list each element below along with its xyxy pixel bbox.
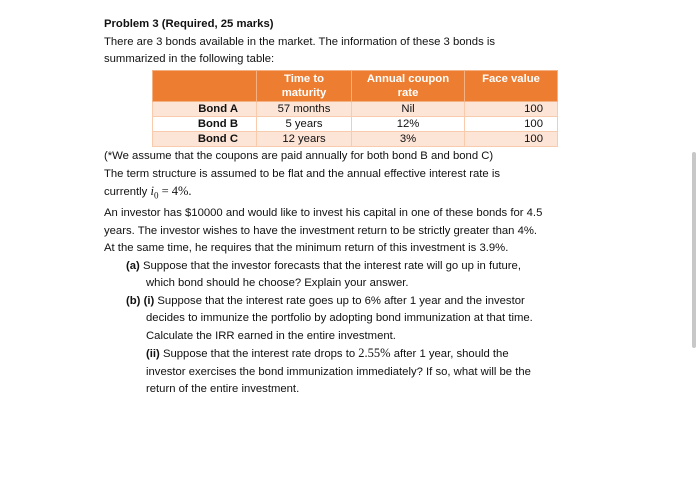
- row-coupon: 3%: [352, 132, 465, 147]
- row-coupon: 12%: [352, 116, 465, 131]
- question-a-line-1: [104, 258, 604, 276]
- question-b-i-line-3: Calculate the IRR earned in the entire investment.: [146, 329, 396, 342]
- question-b-ii-line-1: [104, 345, 604, 364]
- term-structure-line-2: [104, 183, 604, 205]
- investor-line-3: At the same time, he requires that the minimum return of this investment is 3.9%.: [104, 242, 509, 255]
- intro-line-2: summarized in the following table:: [104, 53, 275, 65]
- table-row: [153, 132, 558, 147]
- interest-subscript: 0: [153, 190, 159, 201]
- table-row: [153, 116, 558, 131]
- question-b-ii-text-a: Suppose that the interest rate drops to: [159, 348, 359, 361]
- row-face-value: 100: [465, 101, 558, 116]
- row-bond-name: Bond A: [153, 101, 257, 116]
- row-face-value: 100: [465, 116, 558, 131]
- header-annual-coupon-rate: [352, 70, 465, 101]
- investor-line-1: An investor has $10000 and would like to invest his capital in one of these bonds for 4.5: [104, 207, 543, 220]
- interest-symbol: i: [150, 184, 154, 199]
- row-face-value: 100: [465, 132, 558, 147]
- bond-table: [152, 70, 558, 148]
- header-time-line-2: maturity: [281, 87, 327, 99]
- header-time-to-maturity: [257, 70, 352, 101]
- header-coupon-line-2: rate: [397, 87, 419, 99]
- question-b-i-line-2: decides to immunize the portfolio by adopting bond immunization at that time.: [146, 312, 533, 325]
- question-b-ii-tag: (ii): [146, 348, 160, 361]
- table-row: [153, 101, 558, 116]
- problem-document: [104, 16, 604, 399]
- question-a-line-2: which bond should he choose? Explain your answer.: [146, 277, 409, 290]
- term-structure-line-1: The term structure is assumed to be flat and the annual effective interest rate is: [104, 167, 501, 180]
- term-prefix: currently: [104, 186, 151, 199]
- question-b-ii-line-2: investor exercises the bond immunization immediately? If so, what will be the: [146, 365, 531, 378]
- question-b-i-text: Suppose that the interest rate goes up to 6% after 1 year and the investor: [154, 294, 525, 307]
- row-bond-name: Bond C: [153, 132, 257, 147]
- question-b-ii-text-b: after 1 year, should the: [390, 348, 509, 361]
- intro-line-1: There are 3 bonds available in the market. The information of these 3 bonds is: [104, 35, 496, 48]
- header-coupon-line-1: Annual coupon: [366, 72, 450, 85]
- question-b-ii-rate: 2.55%: [358, 346, 391, 361]
- problem-title: Problem 3 (Required, 25 marks): [104, 18, 274, 30]
- interest-equation: = 4%.: [158, 184, 192, 199]
- investor-line-2: years. The investor wishes to have the investment return to be strictly greater than 4%.: [104, 224, 538, 237]
- header-face-value: Face value: [465, 70, 558, 101]
- header-blank: [153, 70, 257, 101]
- row-maturity: 12 years: [257, 132, 352, 147]
- assumption-note: (*We assume that the coupons are paid annually for both bond B and bond C): [104, 150, 494, 163]
- question-b-i-tag: (i): [143, 294, 155, 307]
- question-b-ii-line-3: return of the entire investment.: [146, 383, 300, 396]
- vertical-scrollbar[interactable]: [692, 152, 696, 348]
- question-a-tag: (a): [126, 259, 140, 272]
- row-maturity: 57 months: [257, 101, 352, 116]
- question-b-i-line-1: [104, 293, 604, 311]
- row-maturity: 5 years: [257, 116, 352, 131]
- question-b-tag: (b): [126, 294, 141, 307]
- question-a-text: Suppose that the investor forecasts that the interest rate will go up in future,: [139, 259, 521, 272]
- row-coupon: Nil: [352, 101, 465, 116]
- header-time-line-1: Time to: [284, 72, 324, 85]
- row-bond-name: Bond B: [153, 116, 257, 131]
